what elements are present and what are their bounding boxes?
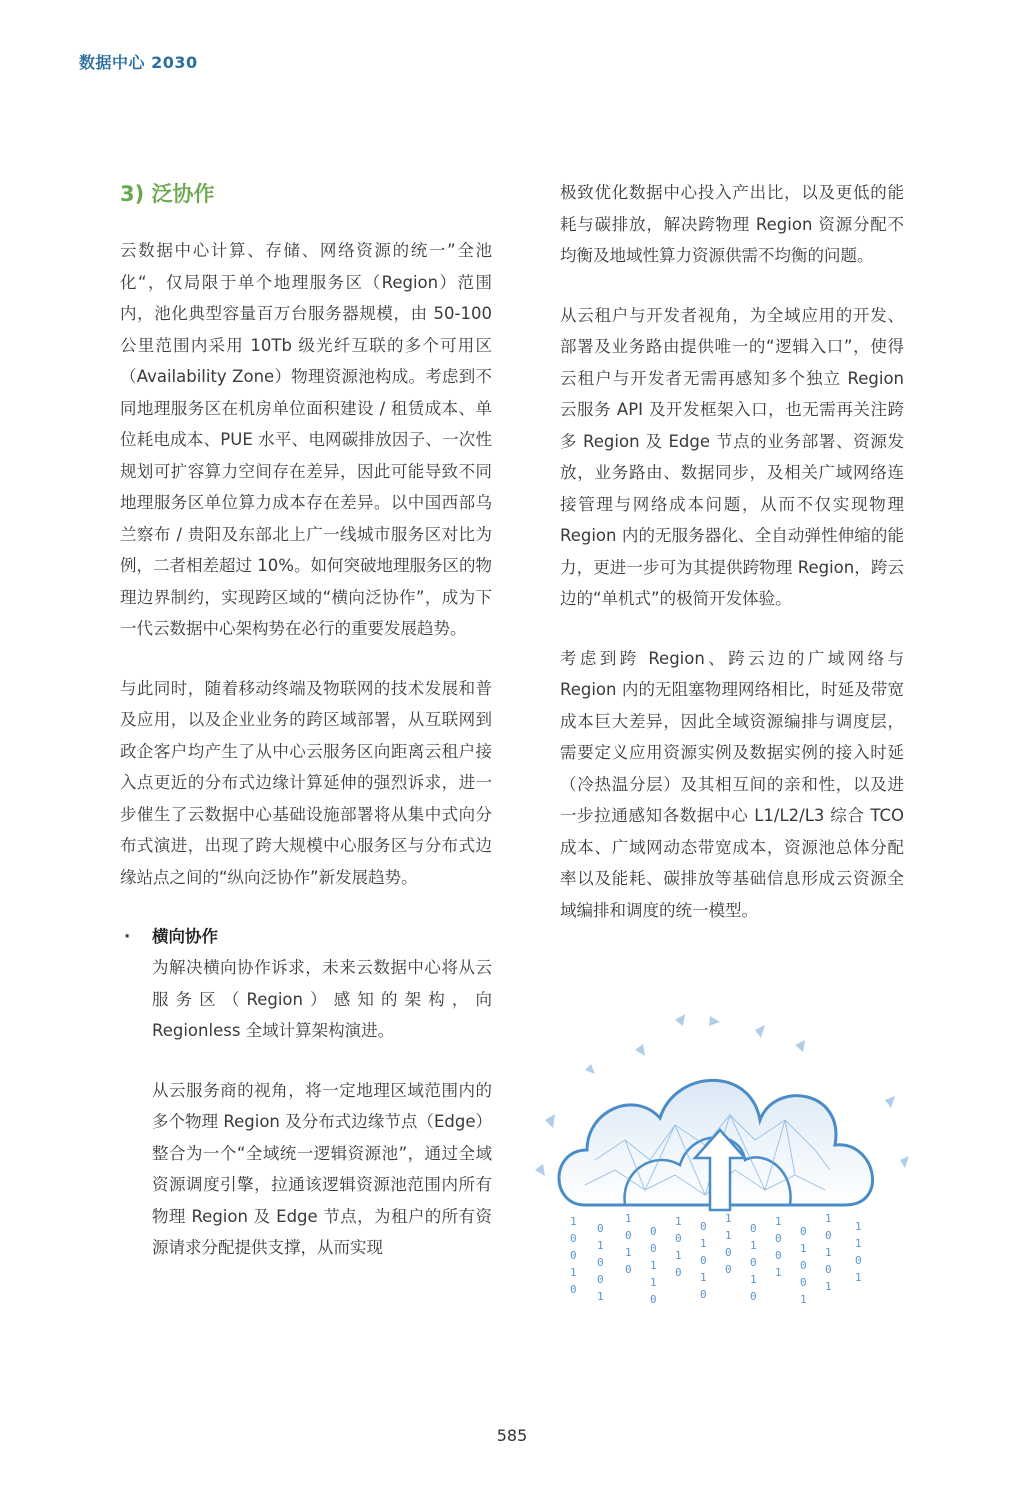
svg-text:0: 0 (750, 1256, 757, 1269)
paragraph: 极致优化数据中心投入产出比，以及更低的能耗与碳排放，解决跨物理 Region 资源分配不均衡及地域性算力资源供需不均衡的问题。 (560, 183, 904, 265)
svg-text:0: 0 (570, 1249, 577, 1262)
svg-text:0: 0 (700, 1288, 707, 1301)
svg-text:1: 1 (800, 1242, 807, 1255)
svg-text:0: 0 (775, 1232, 782, 1245)
svg-text:1: 1 (675, 1249, 682, 1262)
svg-text:1: 1 (750, 1273, 757, 1286)
paragraph: 从云服务商的视角，将一定地理区域范围内的多个物理 Region 及分布式边缘节点（Edge）整合为一个“全域统一逻辑资源池”，通过全域资源调度引擎，拉通该逻辑资源池范围内所有物理 Region 及 Edge 节点，为租户的所有资源请求分配提供支撑，从而实现 (152, 1080, 492, 1257)
bullet-item (120, 921, 492, 1264)
svg-text:1: 1 (650, 1276, 657, 1289)
svg-text:1: 1 (800, 1293, 807, 1306)
paragraph: 与此同时，随着移动终端及物联网的技术发展和普及应用，以及企业业务的跨区域部署，从互联网到政企客户均产生了从中心云服务区向距离云租户接入点更近的分布式边缘计算延伸的强烈诉求，进一步催生了云数据中心基础设施部署将从集中式向分布式演进，出现了跨大规模中心服务区与分布式边缘站点之间的“纵向泛协作”新发展趋势。 (120, 678, 492, 887)
bullet-marker: · (124, 927, 131, 946)
svg-text:0: 0 (750, 1290, 757, 1303)
right-column (560, 177, 904, 954)
svg-text:0: 0 (597, 1273, 604, 1286)
svg-text:1: 1 (625, 1212, 632, 1225)
svg-text:1: 1 (700, 1271, 707, 1284)
running-header: 数据中心 2030 (79, 53, 198, 72)
svg-text:0: 0 (675, 1266, 682, 1279)
svg-text:0: 0 (800, 1225, 807, 1238)
svg-text:0: 0 (625, 1263, 632, 1276)
svg-text:1: 1 (597, 1290, 604, 1303)
svg-text:0: 0 (700, 1220, 707, 1233)
svg-text:0: 0 (775, 1249, 782, 1262)
svg-text:1: 1 (855, 1220, 862, 1233)
svg-text:1: 1 (570, 1266, 577, 1279)
svg-text:0: 0 (650, 1293, 657, 1306)
svg-text:1: 1 (750, 1239, 757, 1252)
svg-text:0: 0 (650, 1225, 657, 1238)
svg-text:0: 0 (750, 1222, 757, 1235)
svg-text:0: 0 (597, 1222, 604, 1235)
svg-text:0: 0 (725, 1246, 732, 1259)
svg-text:0: 0 (725, 1263, 732, 1276)
section-title: 3) 泛协作 (120, 182, 215, 206)
svg-text:0: 0 (570, 1232, 577, 1245)
svg-text:0: 0 (625, 1229, 632, 1242)
svg-text:0: 0 (570, 1283, 577, 1296)
paragraph: 为解决横向协作诉求，未来云数据中心将从云服务区（Region）感知的架构，向 Regionless 全域计算架构演进。 (152, 958, 492, 1040)
paragraph: 云数据中心计算、存储、网络资源的统一”全池化“，仅局限于单个地理服务区（Region）范围内，池化典型容量百万台服务器规模，由 50-100 公里范围内采用 10Tb 级光纤互联的多个可用区（Availability Zone）物理资源池构成。考虑到不同地理服务区在机房单位面积建设 / 租赁成本、单位耗电成本、PUE 水平、电网碳排放因子、一次性规划可扩容算力空间存在差异，因此可能导致不同地理服务区单位算力成本存在差异。以中国西部乌兰察布 / 贵阳及东部北上广一线城市服务区对比为例，二者相差超过 10%。如何突破地理服务区的物理边界制约，实现跨区域的“横向泛协作”，成为下一代云数据中心架构势在必行的重要发展趋势。 (120, 241, 492, 638)
svg-text:1: 1 (725, 1229, 732, 1242)
svg-text:1: 1 (825, 1280, 832, 1293)
svg-text:1: 1 (775, 1266, 782, 1279)
svg-text:1: 1 (675, 1215, 682, 1228)
cloud-upload-binary-icon (525, 1010, 915, 1310)
svg-text:0: 0 (855, 1254, 862, 1267)
svg-text:0: 0 (675, 1232, 682, 1245)
svg-text:0: 0 (800, 1276, 807, 1289)
svg-text:0: 0 (700, 1254, 707, 1267)
svg-text:1: 1 (855, 1271, 862, 1284)
svg-text:1: 1 (625, 1246, 632, 1259)
bullet-title: 横向协作 (152, 927, 218, 946)
paragraph: 从云租户与开发者视角，为全域应用的开发、部署及业务路由提供唯一的“逻辑入口”，使得云租户与开发者无需再感知多个独立 Region 云服务 API 及开发框架入口，也无需再关注跨多 Region 及 Edge 节点的业务部署、资源发放，业务路由、数据同步，及相关广域网络连接管理与网络成本问题，从而不仅实现物理 Region 内的无服务器化、全自动弹性伸缩的能力，更进一步可为其提供跨物理 Region，跨云边的“单机式”的极简开发体验。 (560, 305, 904, 608)
svg-text:0: 0 (825, 1263, 832, 1276)
svg-text:1: 1 (825, 1212, 832, 1225)
svg-text:0: 0 (597, 1256, 604, 1269)
svg-text:1: 1 (597, 1239, 604, 1252)
svg-text:0: 0 (825, 1229, 832, 1242)
svg-text:1: 1 (570, 1215, 577, 1228)
svg-text:1: 1 (775, 1215, 782, 1228)
svg-text:0: 0 (650, 1242, 657, 1255)
svg-text:0: 0 (800, 1259, 807, 1272)
svg-text:1: 1 (700, 1237, 707, 1250)
left-column (120, 235, 492, 1292)
svg-text:1: 1 (855, 1237, 862, 1250)
paragraph: 考虑到跨 Region、跨云边的广域网络与 Region 内的无阻塞物理网络相比，时延及带宽成本巨大差异，因此全域资源编排与调度层，需要定义应用资源实例及数据实例的接入时延（冷热温分层）及其相互间的亲和性，以及进一步拉通感知各数据中心 L1/L2/L3 综合 TCO 成本、广域网动态带宽成本，资源池总体分配率以及能耗、碳排放等基础信息形成云资源全域编排和调度的统一模型。 (560, 648, 904, 920)
svg-text:1: 1 (825, 1246, 832, 1259)
page-number: 585 (496, 1426, 528, 1445)
svg-text:1: 1 (650, 1259, 657, 1272)
svg-text:1: 1 (725, 1212, 732, 1225)
